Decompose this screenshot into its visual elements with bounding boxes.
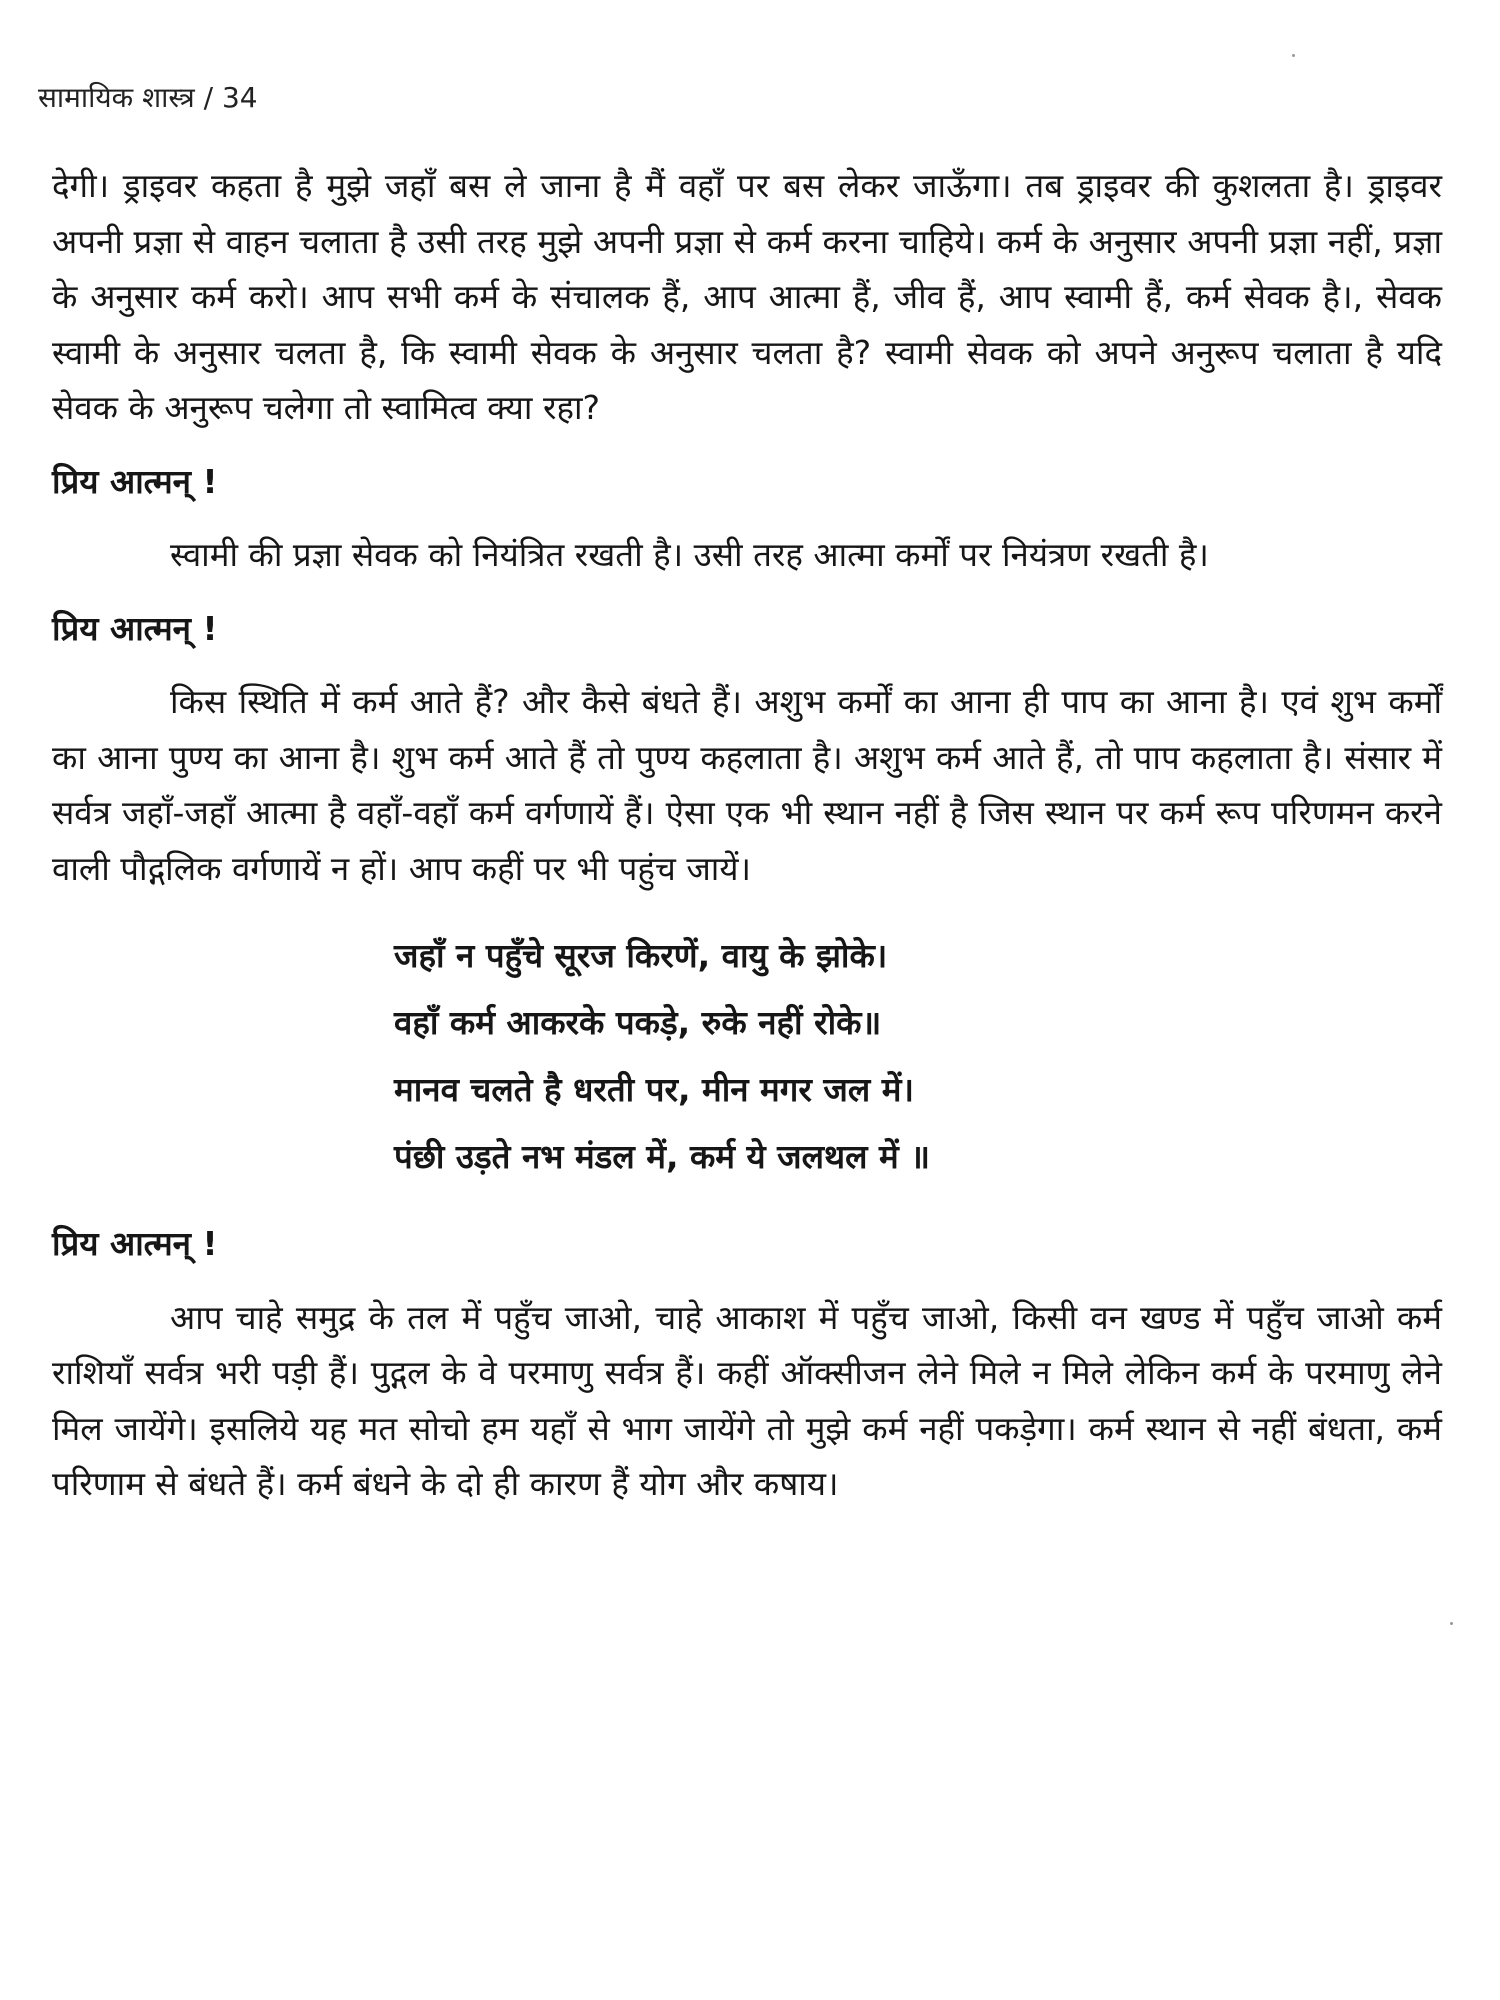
paragraph-1: देगी। ड्राइवर कहता है मुझे जहाँ बस ले जाना है मैं वहाँ पर बस लेकर जाऊँगा। तब ड्राइवर की कुशलता है। ड्राइवर अपनी प्रज्ञा से वाहन चलाता है उसी तरह मुझे अपनी प्रज्ञा से कर्म करना चाहिये। कर्म के अनुसार अपनी प्रज्ञा नहीं, प्रज्ञा के अनुसार कर्म करो। आप सभी कर्म के संचालक हैं, आप आत्मा हैं, जीव हैं, आप स्वामी हैं, कर्म सेवक है।, सेवक स्वामी के अनुसार चलता है, कि स्वामी सेवक के अनुसार चलता है? स्वामी सेवक को अपने अनुरूप चलाता है यदि सेवक के अनुरूप चलेगा तो स्वामित्व क्या रहा? — [52, 166, 1442, 427]
paragraph-4: आप चाहे समुद्र के तल में पहुँच जाओ, चाहे आकाश में पहुँच जाओ, किसी वन खण्ड में पहुँच जाओ कर्म राशियाँ सर्वत्र भरी पड़ी हैं। पुद्गल के वे परमाणु सर्वत्र हैं। कहीं ऑक्सीजन लेने मिले न मिले लेकिन कर्म के परमाणु लेने मिल जायेंगे। इसलिये यह मत सोचो हम यहाँ से भाग जायेंगे तो मुझे कर्म नहीं पकड़ेगा। कर्म स्थान से नहीं बंधता, कर्म परिणाम से बंधते हैं। कर्म बंधने के दो ही कारण हैं योग और कषाय। — [52, 1297, 1442, 1503]
salutation-heading-3: प्रिय आत्मन् ! — [52, 1224, 218, 1263]
scan-speck — [1450, 1622, 1453, 1625]
page-body — [52, 158, 1442, 1512]
scan-speck — [1292, 54, 1295, 57]
paragraph-3: किस स्थिति में कर्म आते हैं? और कैसे बंधते हैं। अशुभ कर्मों का आना ही पाप का आना है। एवं शुभ कर्मों का आना पुण्य का आना है। शुभ कर्म आते हैं तो पुण्य कहलाता है। अशुभ कर्म आते हैं, तो पाप कहलाता है। संसार में सर्वत्र जहाँ-जहाँ आत्मा है वहाँ-वहाँ कर्म वर्गणायें हैं। ऐसा एक भी स्थान नहीं है जिस स्थान पर कर्म रूप परिणमन करने वाली पौद्गलिक वर्गणायें न हों। आप कहीं पर भी पहुंच जायें। — [52, 682, 1442, 888]
verse-block — [394, 922, 1442, 1190]
salutation-heading-2: प्रिय आत्मन् ! — [52, 608, 218, 648]
verse-line-2: वहाँ कर्म आकरके पकड़े, रुके नहीं रोके॥ — [394, 1003, 882, 1042]
salutation-heading-1: प्रिय आत्मन् ! — [52, 461, 218, 501]
paragraph-2: स्वामी की प्रज्ञा सेवक को नियंत्रित रखती है। उसी तरह आत्मा कर्मों पर नियंत्रण रखती है। — [170, 535, 1209, 574]
verse-line-3: मानव चलते है धरती पर, मीन मगर जल में। — [394, 1070, 914, 1109]
running-header: सामायिक शास्त्र / 34 — [38, 81, 258, 114]
verse-line-1: जहाँ न पहुँचे सूरज किरणें, वायु के झोके। — [394, 936, 888, 975]
verse-line-4: पंछी उड़ते नभ मंडल में, कर्म ये जलथल में ॥ — [394, 1137, 930, 1176]
